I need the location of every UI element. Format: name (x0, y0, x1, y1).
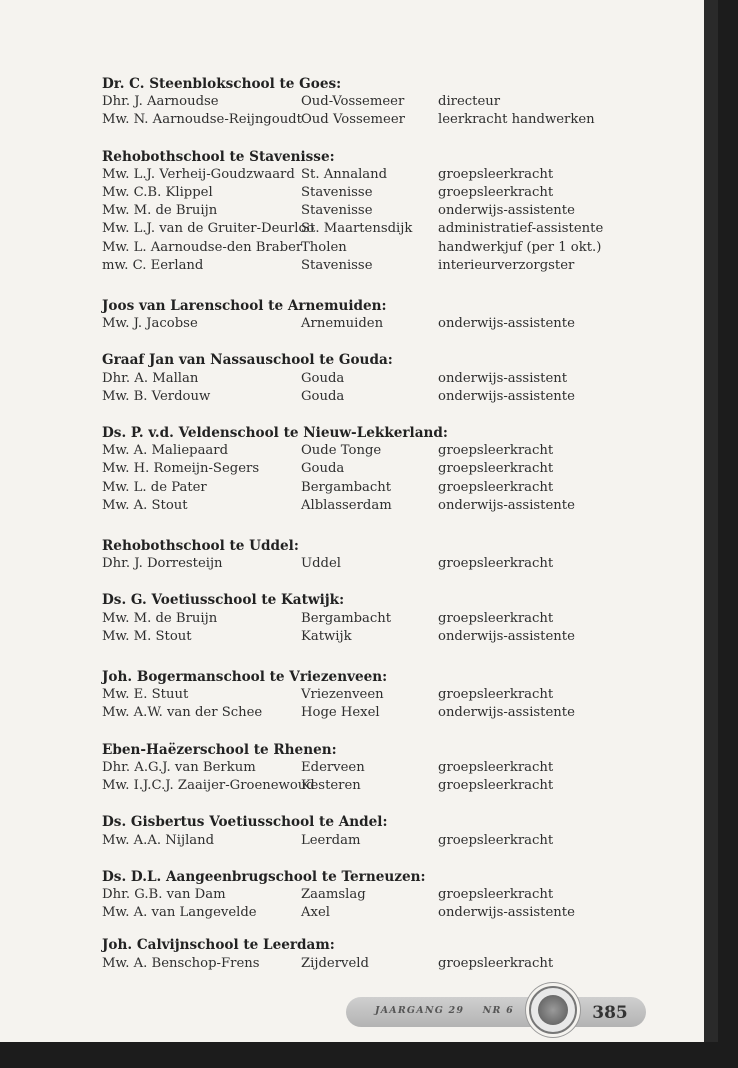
school-section (102, 297, 622, 333)
staff-residence: Kesteren (301, 778, 361, 794)
staff-name: Mw. H. Romeijn-Segers (102, 461, 260, 477)
staff-name: Mw. A. van Langevelde (102, 905, 257, 921)
staff-name: Mw. L. de Pater (102, 479, 207, 495)
footer-issue: NR 6 (482, 1005, 514, 1016)
staff-name: Dhr. A. Mallan (102, 370, 199, 386)
staff-residence: Tholen (301, 239, 347, 255)
school-heading: Graaf Jan van Nassauschool te Gouda: (102, 352, 393, 369)
staff-residence: Zaamslag (301, 886, 366, 902)
school-heading: Ds. P. v.d. Veldenschool te Nieuw-Lekkerland: (102, 425, 448, 442)
staff-position: interieurverzorgster (438, 257, 575, 273)
staff-row (102, 460, 622, 478)
staff-name: Mw. A.A. Nijland (102, 832, 215, 848)
staff-row (102, 704, 622, 722)
staff-residence: Oude Tonge (301, 443, 382, 459)
staff-name: Mw. I.J.C.J. Zaaijer-Groenewoud (102, 778, 315, 794)
staff-position: groepsleerkracht (438, 166, 554, 182)
staff-residence: Stavenisse (301, 203, 373, 219)
staff-position: groepsleerkracht (438, 556, 554, 572)
staff-position: onderwijs-assistente (438, 705, 575, 721)
staff-residence: Vriezenveen (301, 687, 384, 703)
staff-row (102, 610, 622, 628)
school-heading: Ds. G. Voetiusschool te Katwijk: (102, 592, 345, 609)
staff-name: mw. C. Eerland (102, 257, 204, 273)
staff-position: onderwijs-assistente (438, 388, 575, 404)
staff-residence: Leerdam (301, 832, 361, 848)
staff-position: groepsleerkracht (438, 479, 554, 495)
staff-position: administratief-assistente (438, 221, 604, 237)
staff-name: Dhr. G.B. van Dam (102, 886, 226, 902)
staff-name: Mw. A. Maliepaard (102, 443, 229, 459)
staff-position: groepsleerkracht (438, 443, 554, 459)
seal-emblem-icon (529, 986, 577, 1034)
staff-position: onderwijs-assistente (438, 316, 575, 332)
staff-row (102, 370, 622, 388)
staff-position: onderwijs-assistente (438, 628, 575, 644)
staff-residence: Uddel (301, 556, 342, 572)
school-section (102, 424, 622, 515)
staff-name: Mw. M. Stout (102, 628, 192, 644)
staff-position: onderwijs-assistent (438, 370, 568, 386)
staff-name: Mw. E. Stuut (102, 687, 189, 703)
staff-row (102, 257, 622, 275)
staff-residence: Stavenisse (301, 257, 373, 273)
staff-row (102, 93, 622, 111)
staff-position: groepsleerkracht (438, 610, 554, 626)
staff-name: Mw. A. Benschop-Frens (102, 955, 260, 971)
staff-position: onderwijs-assistente (438, 497, 575, 513)
staff-row (102, 886, 622, 904)
school-heading: Dr. C. Steenblokschool te Goes: (102, 76, 342, 92)
staff-name: Mw. M. de Bruijn (102, 203, 218, 219)
staff-position: groepsleerkracht (438, 759, 554, 775)
staff-row (102, 686, 622, 704)
staff-name: Dhr. A.G.J. van Berkum (102, 759, 256, 775)
school-section (102, 75, 622, 130)
staff-name: Mw. C.B. Klippel (102, 185, 213, 201)
staff-row (102, 184, 622, 202)
staff-row (102, 555, 622, 573)
staff-name: Mw. L.J. Verheij-Goudzwaard (102, 166, 295, 182)
staff-position: groepsleerkracht (438, 886, 554, 902)
school-heading: Ds. Gisbertus Voetiusschool te Andel: (102, 814, 388, 831)
staff-position: groepsleerkracht (438, 185, 554, 201)
staff-position: leerkracht handwerken (438, 112, 595, 128)
school-heading: Joh. Bogermanschool te Vriezenveen: (102, 669, 388, 686)
staff-residence: Oud Vossemeer (301, 112, 405, 128)
staff-row (102, 166, 622, 184)
staff-residence: Stavenisse (301, 185, 373, 201)
staff-name: Mw. J. Jacobse (102, 316, 198, 332)
staff-row (102, 628, 622, 646)
staff-position: handwerkjuf (per 1 okt.) (438, 239, 602, 255)
staff-name: Dhr. J. Dorresteijn (102, 556, 223, 572)
staff-position: groepsleerkracht (438, 461, 554, 477)
staff-residence: Gouda (301, 370, 345, 386)
staff-name: Mw. L. Aarnoudse-den Braber (102, 239, 303, 255)
school-section (102, 936, 622, 972)
footer-volume: JAARGANG 29 (375, 1005, 465, 1016)
school-section (102, 813, 622, 849)
staff-residence: Gouda (301, 388, 345, 404)
footer-label (375, 1005, 514, 1016)
staff-residence: Zijderveld (301, 955, 369, 971)
school-heading: Rehobothschool te Uddel: (102, 538, 299, 555)
staff-position: groepsleerkracht (438, 778, 554, 794)
staff-residence: Gouda (301, 461, 345, 477)
staff-residence: Oud-Vossemeer (301, 94, 405, 110)
staff-row (102, 479, 622, 497)
staff-row (102, 497, 622, 515)
school-section (102, 741, 622, 796)
staff-position: directeur (438, 94, 501, 110)
school-section (102, 351, 622, 406)
staff-position: groepsleerkracht (438, 832, 554, 848)
school-section (102, 591, 622, 646)
staff-row (102, 388, 622, 406)
staff-residence: Axel (301, 905, 330, 921)
staff-residence: Bergambacht (301, 479, 392, 495)
staff-row (102, 202, 622, 220)
staff-position: onderwijs-assistente (438, 203, 575, 219)
staff-residence: St. Maartensdijk (301, 221, 413, 237)
staff-row (102, 239, 622, 257)
staff-row (102, 315, 622, 333)
staff-row (102, 111, 622, 129)
staff-name: Mw. A.W. van der Schee (102, 705, 263, 721)
staff-list (102, 57, 622, 973)
school-heading: Rehobothschool te Stavenisse: (102, 148, 335, 165)
staff-row (102, 759, 622, 777)
page-number: 385 (592, 1003, 628, 1023)
school-section (102, 148, 622, 275)
staff-position: onderwijs-assistente (438, 905, 575, 921)
school-section (102, 537, 622, 573)
staff-residence: Alblasserdam (301, 497, 392, 513)
staff-row (102, 220, 622, 238)
school-heading: Ds. D.L. Aangeenbrugschool te Terneuzen: (102, 868, 426, 885)
staff-row (102, 832, 622, 850)
staff-name: Mw. M. de Bruijn (102, 610, 218, 626)
staff-residence: Bergambacht (301, 610, 392, 626)
staff-row (102, 904, 622, 922)
seal-inner (538, 995, 568, 1025)
staff-position: groepsleerkracht (438, 687, 554, 703)
staff-residence: Arnemuiden (301, 316, 384, 332)
staff-name: Mw. A. Stout (102, 497, 188, 513)
school-heading: Eben-Haëzerschool te Rhenen: (102, 741, 337, 758)
staff-residence: Katwijk (301, 628, 352, 644)
staff-name: Dhr. J. Aarnoudse (102, 94, 219, 110)
staff-row (102, 955, 622, 973)
staff-residence: St. Annaland (301, 166, 388, 182)
staff-name: Mw. N. Aarnoudse-Reijngoudt (102, 112, 302, 128)
staff-row (102, 777, 622, 795)
staff-position: groepsleerkracht (438, 955, 554, 971)
staff-residence: Hoge Hexel (301, 705, 380, 721)
staff-residence: Ederveen (301, 759, 365, 775)
school-section (102, 668, 622, 723)
school-heading: Joos van Larenschool te Arnemuiden: (102, 298, 387, 315)
staff-name: Mw. B. Verdouw (102, 388, 211, 404)
staff-name: Mw. L.J. van de Gruiter-Deurloo (102, 221, 315, 237)
school-heading: Joh. Calvijnschool te Leerdam: (102, 937, 335, 954)
school-section (102, 868, 622, 923)
staff-row (102, 442, 622, 460)
